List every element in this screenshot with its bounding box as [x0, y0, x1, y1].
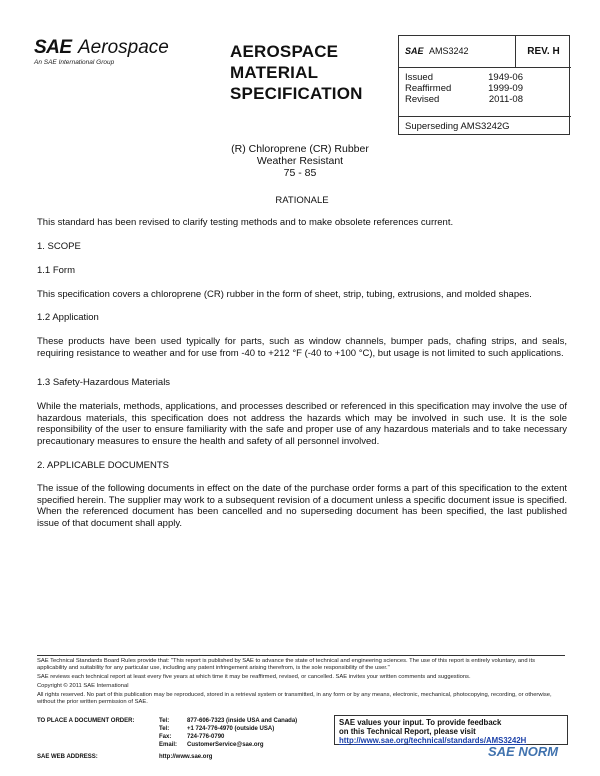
order-label: TO PLACE A DOCUMENT ORDER: [37, 718, 135, 724]
date-row-issued [405, 72, 565, 83]
date-row-revised [405, 94, 565, 105]
spec-type-title [230, 41, 400, 104]
date-row-reaffirmed [405, 83, 565, 94]
section-1-3-heading: 1.3 Safety-Hazardous Materials [37, 377, 171, 388]
rationale-text: This standard has been revised to clarify testing methods and to make obsolete references current. [37, 217, 454, 228]
section-2-text: The issue of the following documents in effect on the date of the purchase order forms a part of this specification to the extent specified herein. The supplier may work to a subsequent revision of a document unless a specific document issue is specified. When the referenced document has been cancelled and no superseding document has been specified, the last published issue of that document shall apply. [37, 483, 567, 529]
footer-rights-text: All rights reserved. No part of this publication may be reproduced, stored in a retrieval system or transmitted, in any form or by any means, electronic, mechanical, photocopying, recording, or otherwise, without the prior written permission of SAE. [37, 692, 552, 705]
section-2-heading: 2. APPLICABLE DOCUMENTS [37, 460, 169, 471]
feedback-line-2: on this Technical Report, please visit [339, 727, 476, 736]
section-1-3-text: While the materials, methods, applications, and processes described or referenced in this specification may involve the use of hazardous materials, this specification does not address the hazards which may be involved in such use. It is the sole responsibility of the user to ensure familiarity with the safe and proper use of any hazardous materials and to take necessary precautionary measures to ensure the health and safety of all personnel involved. [37, 401, 567, 447]
spec-type-line-1: AEROSPACE [230, 42, 339, 61]
revision-label: REV. H [515, 36, 571, 68]
feedback-box [334, 715, 568, 745]
document-number: AMS3242 [429, 46, 469, 56]
sae-norm-watermark: SAE NORM [488, 744, 559, 759]
contact-email[interactable]: CustomerService@sae.org [187, 742, 264, 748]
spec-type-line-3: SPECIFICATION [230, 84, 363, 103]
superseding-note: Superseding AMS3242G [399, 116, 571, 136]
contact-phone-outside: +1 724-776-4970 (outside USA) [187, 726, 275, 732]
section-1-1-heading: 1.1 Form [37, 265, 76, 276]
document-title [0, 143, 600, 179]
date-label: Issued [405, 72, 433, 83]
feedback-link[interactable]: http://www.sae.org/technical/standards/AMS3242H [339, 736, 527, 745]
contact-fax: 724-776-0790 [187, 734, 225, 740]
sae-mark: SAE [405, 46, 424, 56]
footer-review-text: SAE reviews each technical report at least every five years at which time it may be reaffirmed, revised, or cancelled. SAE invites your written comments and suggestions. [37, 674, 471, 680]
date-value: 1949-06 [488, 72, 523, 83]
contact-phone-inside: 877-606-7323 (inside USA and Canada) [187, 718, 298, 724]
document-info-box [398, 35, 570, 135]
footer-legal [37, 658, 565, 706]
web-address-link[interactable]: http://www.sae.org [159, 754, 213, 760]
section-1-2-text: These products have been used typically for parts, such as window channels, bumper pads, chafing strips, and seals, requiring resistance to weather and for use from -40 to +212 °F (-40 to +100 °C), but usage is not limited to such applications. [37, 336, 567, 359]
document-header [30, 35, 570, 135]
contact-label: Tel: [159, 726, 170, 732]
section-1-1-text: This specification covers a chloroprene (CR) rubber in the form of sheet, strip, tubing, extrusions, and molded shapes. [37, 289, 532, 300]
date-value: 2011-08 [488, 94, 523, 105]
footer-rules-text: SAE Technical Standards Board Rules provide that: "This report is published by SAE to advance the state of technical and engineering sciences. The use of this report is entirely voluntary, and its applicability and suitability for any particular use, including any patent infringement arising therefrom, is the sole responsibility of the user." [37, 658, 535, 671]
title-line-3: 75 - 85 [283, 167, 317, 179]
web-address-label: SAE WEB ADDRESS: [37, 754, 98, 760]
footer-divider [37, 655, 565, 656]
title-line-2: Weather Resistant [256, 155, 344, 167]
date-label: Reaffirmed [405, 83, 452, 94]
document-dates [405, 72, 565, 105]
feedback-line-1: SAE values your input. To provide feedback [339, 718, 502, 727]
title-line-1: (R) Chloroprene (CR) Rubber [231, 143, 369, 155]
document-number-row [399, 36, 571, 68]
logo-sae-text: SAE [34, 37, 72, 58]
logo-aerospace-text: Aerospace [78, 37, 169, 58]
section-1-heading: 1. SCOPE [37, 241, 81, 252]
contact-label: Email: [159, 742, 178, 748]
spec-type-line-2: MATERIAL [230, 63, 319, 82]
rationale-heading: RATIONALE [275, 195, 329, 206]
contact-label: Tel: [159, 718, 170, 724]
date-value: 1999-09 [488, 83, 523, 94]
logo-subtitle: An SAE International Group [34, 59, 115, 66]
contact-label: Fax: [159, 734, 172, 740]
footer-copyright: Copyright © 2011 SAE International [37, 683, 129, 689]
section-1-2-heading: 1.2 Application [37, 312, 99, 323]
date-label: Revised [405, 94, 440, 105]
